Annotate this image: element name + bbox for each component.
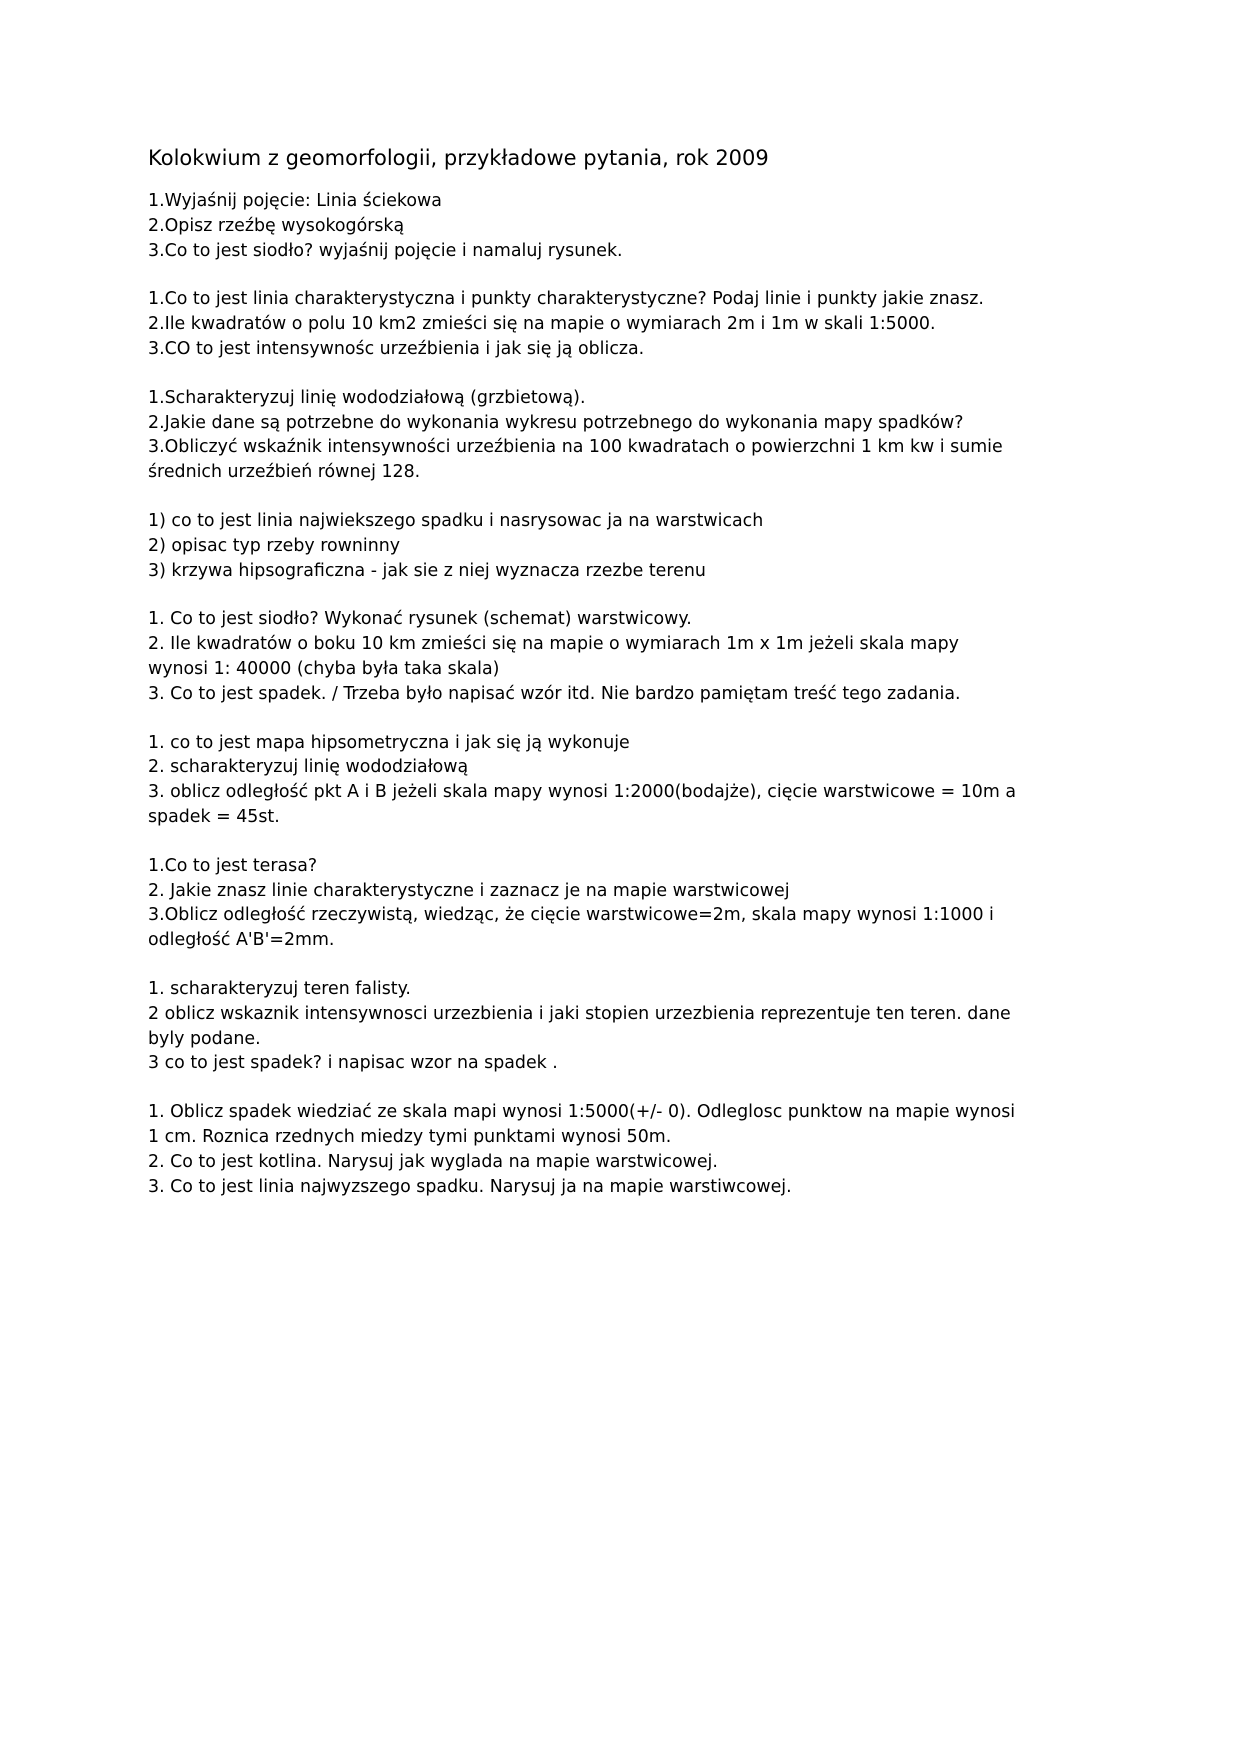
question-line: 3) krzywa hipsograficzna - jak sie z niej wyznacza rzezbe terenu — [148, 560, 706, 581]
question-set-5 — [148, 607, 1098, 706]
question-line: 1.Co to jest linia charakterystyczna i punkty charakterystyczne? Podaj linie i punkty jakie znasz. — [148, 289, 984, 310]
question-line: średnich urzeźbień równej 128. — [148, 462, 421, 483]
question-set-2 — [148, 287, 1098, 361]
question-line: 3.Co to jest siodło? wyjaśnij pojęcie i namaluj rysunek. — [148, 240, 623, 261]
question-line: 2. Jakie znasz linie charakterystyczne i zaznacz je na mapie warstwicowej — [148, 880, 790, 901]
question-line: 2. scharakteryzuj linię wododziałową — [148, 757, 469, 778]
document-title: Kolokwium z geomorfologii, przykładowe pytania, rok 2009 — [148, 146, 769, 170]
question-line: 1 cm. Roznica rzednych miedzy tymi punktami wynosi 50m. — [148, 1126, 672, 1147]
question-line: 1) co to jest linia najwiekszego spadku i nasrysowac ja na warstwicach — [148, 510, 764, 531]
question-line: 2. Co to jest kotlina. Narysuj jak wyglada na mapie warstwicowej. — [148, 1151, 718, 1172]
question-line: 3. oblicz odległość pkt A i B jeżeli skala mapy wynosi 1:2000(bodajże), cięcie warstwicowe = 10m a — [148, 782, 1016, 803]
question-line: 1. Oblicz spadek wiedziać ze skala mapi wynosi 1:5000(+/- 0). Odleglosc punktow na mapie wynosi — [148, 1102, 1016, 1123]
question-line: 3.Obliczyć wskaźnik intensywności urzeźbienia na 100 kwadratach o powierzchni 1 km kw i sumie — [148, 437, 1003, 458]
question-line: 2) opisac typ rzeby rowninny — [148, 535, 401, 556]
question-set-7 — [148, 854, 1098, 953]
question-line: spadek = 45st. — [148, 806, 280, 827]
question-line: 2.Ile kwadratów o polu 10 km2 zmieści się na mapie o wymiarach 2m i 1m w skali 1:5000. — [148, 314, 936, 335]
question-set-9 — [148, 1100, 1098, 1199]
question-line: 2 oblicz wskaznik intensywnosci urzezbienia i jaki stopien urzezbienia reprezentuje ten teren. dane — [148, 1003, 1011, 1024]
question-line: 3 co to jest spadek? i napisac wzor na spadek . — [148, 1053, 558, 1074]
question-line: 1.Wyjaśnij pojęcie: Linia ściekowa — [148, 191, 442, 211]
question-line: byly podane. — [148, 1028, 261, 1049]
question-line: 2.Jakie dane są potrzebne do wykonania wykresu potrzebnego do wykonania mapy spadków? — [148, 412, 964, 433]
question-set-8 — [148, 977, 1098, 1076]
question-line: 1. Co to jest siodło? Wykonać rysunek (schemat) warstwicowy. — [148, 609, 692, 630]
question-line: 3.CO to jest intensywnośc urzeźbienia i jak się ją oblicza. — [148, 338, 645, 359]
question-set-3 — [148, 386, 1098, 485]
question-line: 3. Co to jest linia najwyzszego spadku. Narysuj ja na mapie warstiwcowej. — [148, 1176, 792, 1197]
question-set-1 — [148, 189, 1098, 263]
question-line: 1.Scharakteryzuj linię wododziałową (grzbietową). — [148, 387, 586, 408]
document-page — [148, 142, 1098, 1223]
question-line: 1. scharakteryzuj teren falisty. — [148, 978, 411, 999]
question-line: 1.Co to jest terasa? — [148, 855, 318, 876]
question-line: 2.Opisz rzeźbę wysokogórską — [148, 215, 405, 236]
question-line: 3. Co to jest spadek. / Trzeba było napisać wzór itd. Nie bardzo pamiętam treść tego zadania. — [148, 683, 961, 704]
question-set-6 — [148, 731, 1098, 830]
question-set-4 — [148, 509, 1098, 583]
question-line: 1. co to jest mapa hipsometryczna i jak się ją wykonuje — [148, 732, 630, 753]
question-line: 2. Ile kwadratów o boku 10 km zmieści się na mapie o wymiarach 1m x 1m jeżeli skala mapy — [148, 634, 959, 655]
question-line: 3.Oblicz odległość rzeczywistą, wiedząc, że cięcie warstwicowe=2m, skala mapy wynosi 1:1000 i — [148, 905, 994, 926]
question-line: odległość A'B'=2mm. — [148, 930, 335, 951]
question-line: wynosi 1: 40000 (chyba była taka skala) — [148, 658, 500, 679]
